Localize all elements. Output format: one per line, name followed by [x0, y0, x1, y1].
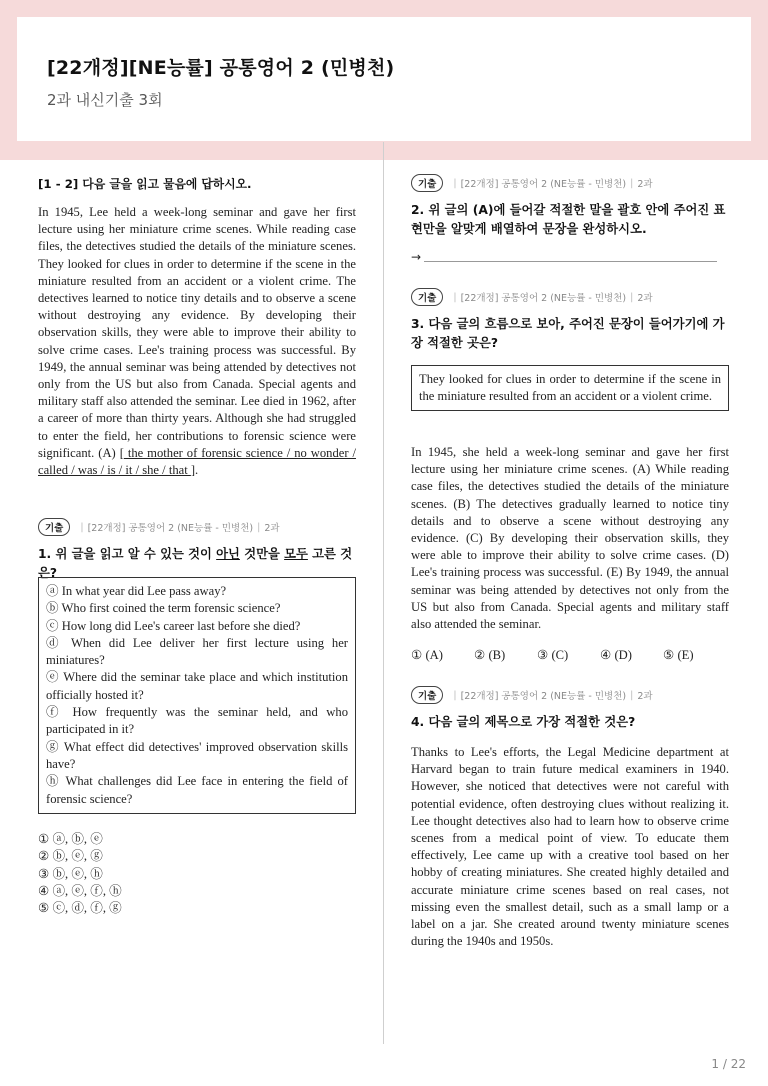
- q2-answer-line[interactable]: [424, 261, 717, 262]
- q1-choice-1[interactable]: ① ⓐ, ⓑ, ⓔ: [38, 832, 103, 846]
- q1-item: ⓔ Where did the seminar take place and which institution officially hosted it?: [46, 670, 348, 702]
- main-passage: [38, 204, 356, 479]
- q1-item: ⓑ Who first coined the term forensic science?: [46, 601, 281, 616]
- q1-item: ⓒ How long did Lee's career last before she died?: [46, 618, 301, 633]
- q1-item: ⓕ How frequently was the seminar held, and who participated in it?: [46, 705, 348, 737]
- q1-tag: 기출: [38, 518, 70, 536]
- q1-choice-5[interactable]: ⑤ ⓒ, ⓓ, ⓕ, ⓖ: [38, 901, 122, 916]
- q1-source: [22개정] 공통영어 2 (NE능률 - 민병천): [87, 523, 254, 534]
- passage-blank-words: the mother of forensic science / no wonder / called / was / is / it / she / that: [38, 445, 356, 478]
- q1-prompt-underlined: 아닌: [216, 547, 240, 561]
- q1-prompt-underlined: 모두: [284, 547, 308, 561]
- q4-tag: 기출: [411, 686, 443, 704]
- q3-lesson: 2과: [637, 293, 653, 304]
- q3-passage: In 1945, she held a week-long seminar and gave her first lecture using her miniature crime scenes. (A) While reading case files, the detectives studied the details of the miniature scenes. (B) The detectives gradually learned to notice tiny details and to observe a scene without destroying any evidence. (C) By developing their observation skills, they were able to improve their ability to solve crime cases. (D) Lee's training process was successful. (E) By 1949, the annual seminar was being attended by detectives not only from the US but also from Canada. Special agents and military staff also attended the seminar.: [411, 445, 729, 632]
- q3-given-sentence: They looked for clues in order to determine if the scene in the miniature resulted from an accident or a violent crime.: [419, 372, 721, 404]
- q3-choice-2[interactable]: ② (B): [474, 648, 506, 662]
- q3-choice-4[interactable]: ④ (D): [600, 648, 632, 662]
- q1-prompt-part: 것만을: [239, 547, 285, 561]
- page-number: 1 / 22: [711, 1057, 746, 1071]
- q3-choice-1[interactable]: ① (A): [411, 648, 443, 662]
- q4-source: [22개정] 공통영어 2 (NE능률 - 민병천): [460, 691, 627, 702]
- document-title: [22개정][NE능률] 공통영어 2 (민병천): [47, 57, 395, 79]
- q1-statement-box: [38, 577, 356, 814]
- q2-source: [22개정] 공통영어 2 (NE능률 - 민병천): [460, 179, 627, 190]
- q1-choice-2[interactable]: ② ⓑ, ⓔ, ⓖ: [38, 849, 103, 864]
- passage-intro: [1 - 2] 다음 글을 읽고 물음에 답하시오.: [38, 177, 252, 191]
- q1-lesson: 2과: [264, 523, 280, 534]
- q1-choices: [38, 831, 122, 917]
- q1-item: ⓖ What effect did detectives' improved observation skills have?: [46, 739, 348, 771]
- q4-passage: Thanks to Lee's efforts, the Legal Medicine department at Harvard began to train future medical examiners in 1940. However, she noticed that detectives were not careful with potential evidence, often destroying clues without realizing it. Lee thought detectives also had to learn how to observe crime scenes from a medical point of view. To educate them effectively, Lee came up with a creative tool based on her hobby of creating miniatures. She created highly detailed and accurate miniature crime scenes based on real cases, not missing even the smallest detail, such as a small lamp or a label on a jar. She created around twenty miniature scenes during the 1940s and 1950s.: [411, 745, 729, 949]
- q3-choice-3[interactable]: ③ (C): [537, 648, 569, 662]
- q3-prompt: 3. 다음 글의 흐름으로 보아, 주어진 문장이 들어가기에 가장 적절한 곳은?: [411, 317, 725, 350]
- q3-given-sentence-box: [411, 365, 729, 411]
- passage-end: ].: [190, 463, 199, 478]
- q1-tag-row: 기출 | [22개정] 공통영어 2 (NE능률 - 민병천) | 2과: [38, 518, 280, 536]
- q1-prompt-part: 1. 위 글을 읽고 알 수 있는 것이: [38, 547, 217, 561]
- column-divider: [383, 142, 384, 1044]
- q4-tag-row: 기출 | [22개정] 공통영어 2 (NE능률 - 민병천) | 2과: [411, 686, 653, 704]
- q2-answer-arrow: →: [411, 250, 422, 264]
- q2-prompt: 2. 위 글의 (A)에 들어갈 적절한 말을 괄호 안에 주어진 표현만을 알맞게 배열하여 문장을 완성하시오.: [411, 203, 726, 236]
- q1-choice-3[interactable]: ③ ⓑ, ⓔ, ⓗ: [38, 866, 103, 881]
- q4-prompt: 4. 다음 글의 제목으로 가장 적절한 것은?: [411, 715, 636, 729]
- q3-source: [22개정] 공통영어 2 (NE능률 - 민병천): [460, 293, 627, 304]
- q1-prompt-part: 고른 것은?: [38, 547, 353, 580]
- q2-tag: 기출: [411, 174, 443, 192]
- q3-tag-row: 기출 | [22개정] 공통영어 2 (NE능률 - 민병천) | 2과: [411, 288, 653, 306]
- q1-choice-4[interactable]: ④ ⓐ, ⓔ, ⓕ, ⓗ: [38, 883, 122, 898]
- passage-text: In 1945, Lee held a week-long seminar and gave her first lecture using her miniature crime scenes. While reading case files, the detectives studied the details of the miniature scenes. They looked for clues in order to determine if the scene in the miniature resulted from an accident or a violent crime. The detectives learned to notice tiny details and to observe a scene without destroying any evidence. By developing their observation skills, they were able to improve their ability to solve crime cases. Lee's training process was successful. By 1949, the annual seminar was being attended by detectives not only from the US but also from Canada. Special agents and military staff also attended the seminar. Lee died in 1962, after a career of more than thirty years. Although she had struggled to enter the field, her contributions to forensic science were significant. (A) [: [38, 205, 356, 460]
- q2-tag-row: 기출 | [22개정] 공통영어 2 (NE능률 - 민병천) | 2과: [411, 174, 653, 192]
- q1-item: ⓐ In what year did Lee pass away?: [46, 584, 227, 598]
- q3-choice-5[interactable]: ⑤ (E): [663, 648, 694, 662]
- q1-item: ⓗ What challenges did Lee face in entering the field of forensic science?: [46, 774, 348, 806]
- document-subtitle: 2과 내신기출 3회: [47, 91, 163, 109]
- q4-lesson: 2과: [637, 691, 653, 702]
- q2-lesson: 2과: [637, 179, 653, 190]
- q3-tag: 기출: [411, 288, 443, 306]
- q3-choices: [411, 647, 726, 663]
- q1-item: ⓓ When did Lee deliver her first lecture using her miniatures?: [46, 635, 348, 668]
